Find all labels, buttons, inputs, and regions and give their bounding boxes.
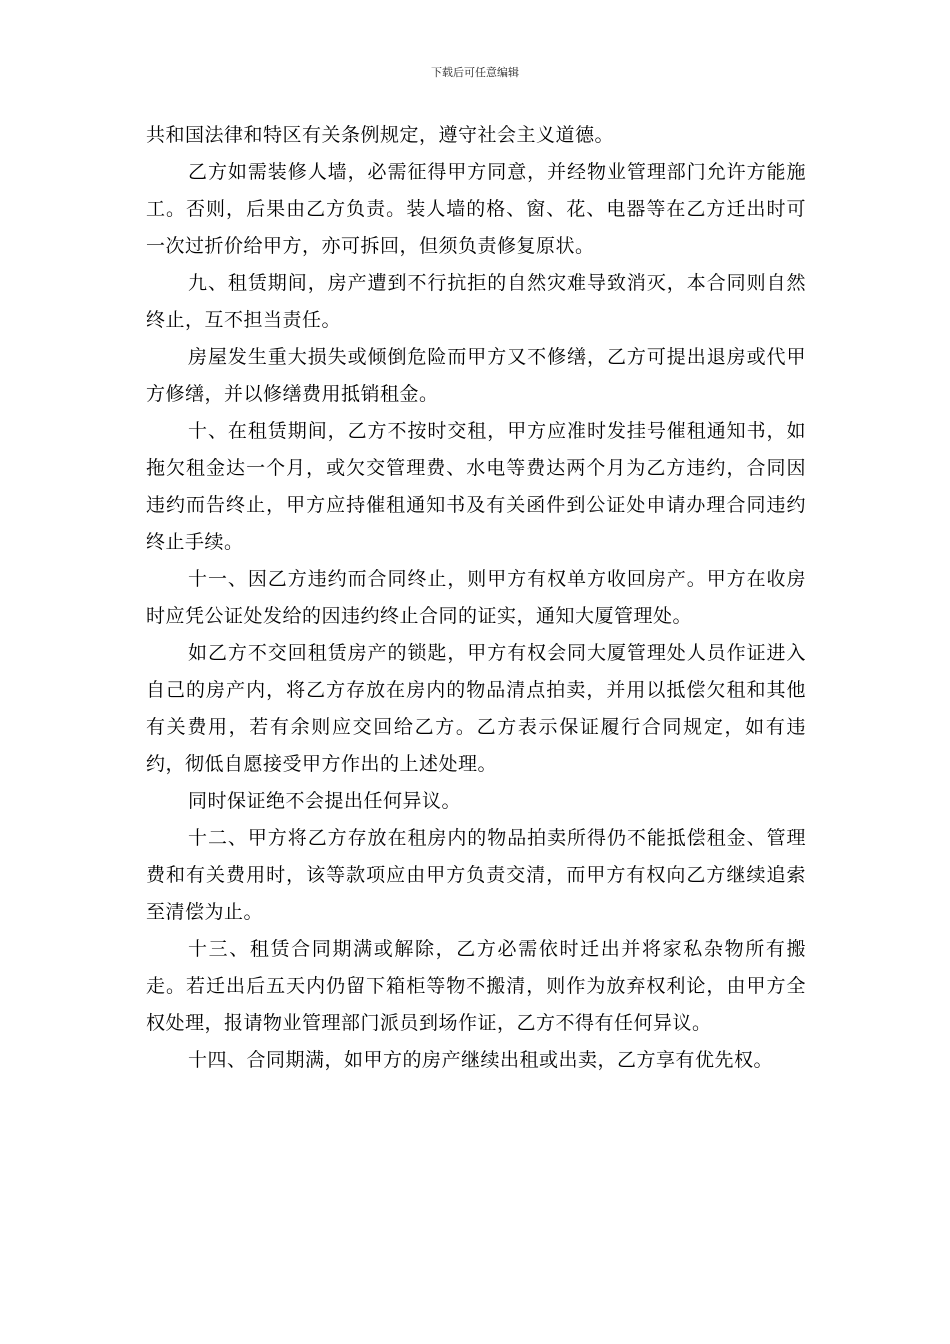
paragraph-damage-repair: 房屋发生重大损失或倾倒危险而甲方又不修缮，乙方可提出退房或代甲方修缮，并以修缮费用抵销租金。 [146, 346, 806, 405]
paragraph-clause-9: 九、租赁期间，房产遭到不行抗拒的自然灾难导致消灭，本合同则自然终止，互不担当责任。 [146, 272, 806, 331]
paragraph-continuation: 共和国法律和特区有关条例规定，遵守社会主义道德。 [146, 124, 615, 146]
paragraph-renovation: 乙方如需装修人墙，必需征得甲方同意，并经物业管理部门允许方能施工。否则，后果由乙方负责。装人墙的格、窗、花、电器等在乙方迁出时可一次过折价给甲方，亦可拆回，但须负责修复原状。 [146, 161, 806, 257]
page-header-note: 下载后可任意编辑 [431, 66, 519, 79]
paragraph-keys: 如乙方不交回租赁房产的锁匙，甲方有权会同大厦管理处人员作证进入自己的房产内，将乙方存放在房内的物品清点拍卖，并用以抵偿欠租和其他有关费用，若有余则应交回给乙方。乙方表示保证履行合同规定，如有违约，彻低自愿接受甲方作出的上述处理。 [146, 642, 806, 775]
paragraph-clause-14: 十四、合同期满，如甲方的房产继续出租或出卖，乙方享有优先权。 [188, 1049, 774, 1071]
paragraph-clause-10: 十、在租赁期间，乙方不按时交租，甲方应准时发挂号催租通知书，如拖欠租金达一个月，或欠交管理费、水电等费达两个月为乙方违约，合同因违约而告终止，甲方应持催租通知书及有关函件到公证处申请办理合同违约终止手续。 [146, 420, 806, 553]
paragraph-clause-12: 十二、甲方将乙方存放在租房内的物品拍卖所得仍不能抵偿租金、管理费和有关费用时，该等款项应由甲方负责交清，而甲方有权向乙方继续追索至清偿为止。 [146, 827, 806, 923]
document-body [146, 117, 806, 1079]
paragraph-clause-13: 十三、租赁合同期满或解除，乙方必需依时迁出并将家私杂物所有搬走。若迁出后五天内仍留下箱柜等物不搬清，则作为放弃权利论，由甲方全权处理，报请物业管理部门派员到场作证，乙方不得有任何异议。 [146, 938, 806, 1034]
paragraph-no-objection: 同时保证绝不会提出任何异议。 [188, 790, 462, 812]
paragraph-clause-11: 十一、因乙方违约而合同终止，则甲方有权单方收回房产。甲方在收房时应凭公证处发给的因违约终止合同的证实，通知大厦管理处。 [146, 568, 806, 627]
